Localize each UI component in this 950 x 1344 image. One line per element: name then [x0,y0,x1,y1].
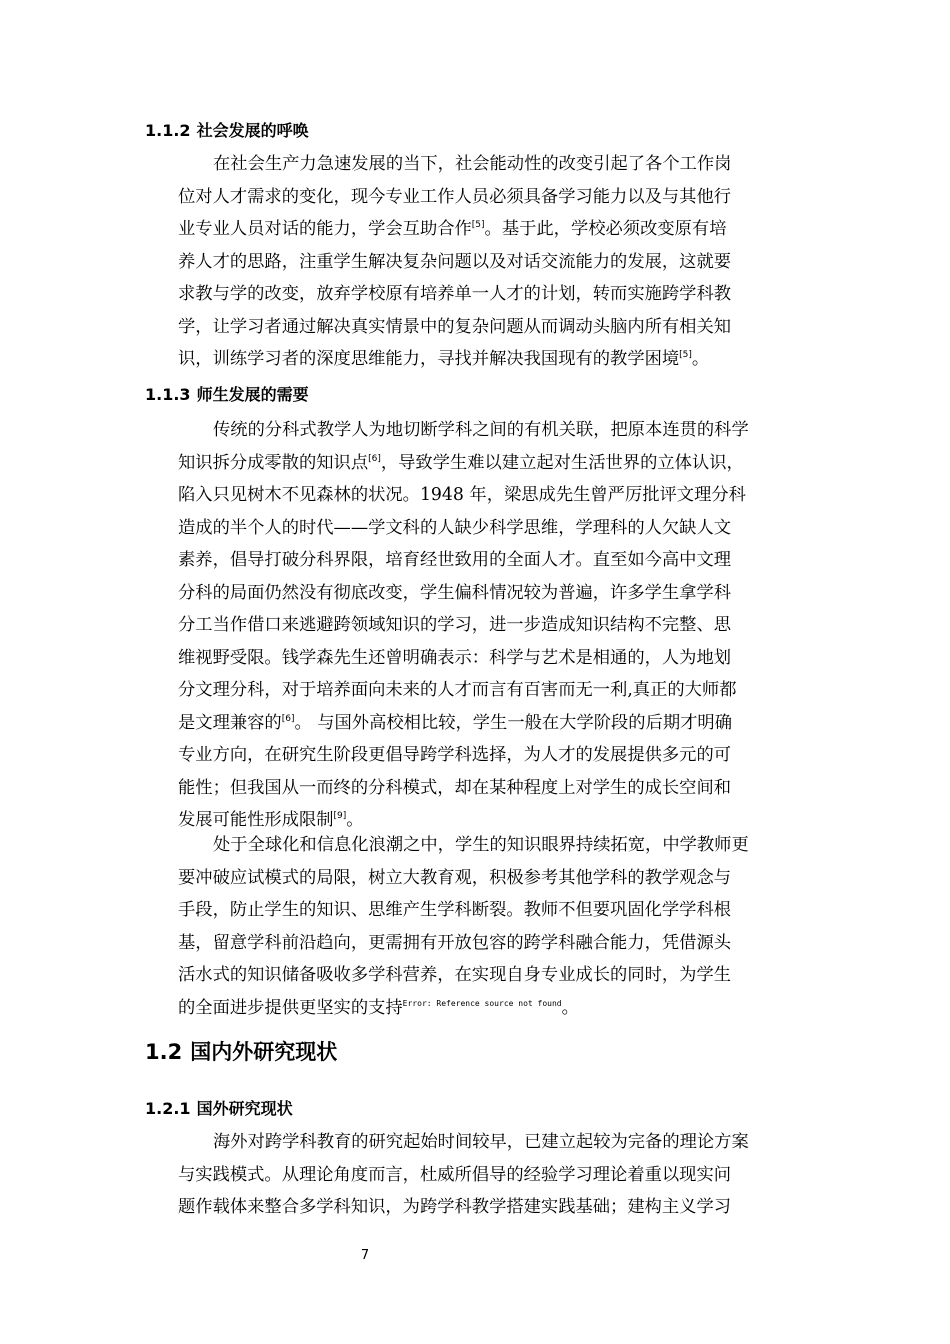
text-line: 能性；但我国从一而终的分科模式，却在某种程度上对学生的成长空间和 [178,777,732,798]
text-line: 与实践模式。从理论角度而言，杜威所倡导的经验学习理论着重以现实问 [178,1164,732,1185]
heading-1-1-2 [145,120,309,142]
text-line: 素养，倡导打破分科界限，培育经世致用的全面人才。直至如今高中文理 [178,550,732,570]
page-number: 7 [360,1248,370,1263]
text-line: 题作载体来整合多学科知识，为跨学科教学搭建实践基础；建构主义学习 [178,1197,732,1217]
heading-1-1-3 [145,384,309,406]
text-line: 养人才的思路，注重学生解决复杂问题以及对话交流能力的发展，这就要 [178,251,732,272]
heading-title: 社会发展的呼唤 [196,121,309,140]
heading-title: 国内外研究现状 [190,1040,338,1064]
text-line: 活水式的知识储备吸收多学科营养，在实现自身专业成长的同时，为学生 [178,965,732,985]
text-line: 基，留意学科前沿趋向，更需拥有开放包容的跨学科融合能力，凭借源头 [178,932,732,953]
heading-number: 1.2 [145,1040,183,1064]
paragraph-social-development [178,148,818,376]
text-line: 造成的半个人的时代——学文科的人缺少科学思维，学理科的人欠缺人文 [178,517,732,538]
text-line: 传统的分科式教学人为地切断学科之间的有机关联，把原本连贯的科学 [213,420,749,440]
heading-number: 1.1.3 [145,385,191,404]
heading-1-2 [145,1038,337,1066]
paragraph-foreign-research [178,1126,818,1224]
text-line: 求教与学的改变，放弃学校原有培养单一人才的计划，转而实施跨学科教 [178,284,732,304]
text-line: 处于全球化和信息化浪潮之中，学生的知识眼界持续拓宽，中学教师更 [213,835,749,855]
text-line: 专业方向，在研究生阶段更倡导跨学科选择，为人才的发展提供多元的可 [178,745,732,765]
text-line: 分文理分科，对于培养面向未来的人才而言有百害而无一利,真正的大师都 [178,680,737,700]
citation-ref: [5] [679,350,692,360]
citation-ref: [5] [471,220,485,230]
text-line: 知识拆分成零散的知识点[6]，导致学生难以建立起对生活世界的立体认识， [178,452,744,473]
text-line: 分工当作借口来逃避跨领域知识的学习，进一步造成知识结构不完整、思 [178,615,732,635]
text-line: 是文理兼容的[6]。 与国外高校相比较，学生一般在大学阶段的后期才明确 [178,712,732,733]
text-line: 学，让学习者通过解决真实情景中的复杂问题从而调动头脑内所有相关知 [178,316,732,337]
heading-title: 国外研究现状 [196,1099,293,1118]
text-line: 在社会生产力急速发展的当下，社会能动性的改变引起了各个工作岗 [213,154,732,174]
text-line: 手段，防止学生的知识、思维产生学科断裂。教师不但要巩固化学学科根 [178,900,732,920]
text-line: 业专业人员对话的能力，学会互助合作[5]。基于此，学校必须改变原有培 [178,219,727,239]
text-line: 位对人才需求的变化，现今专业工作人员必须具备学习能力以及与其他行 [178,186,732,207]
heading-1-2-1 [145,1098,293,1120]
text-line: 要冲破应试模式的局限，树立大教育观，积极参考其他学科的教学观念与 [178,867,732,888]
heading-number: 1.1.2 [145,121,191,140]
text-line: 发展可能性形成限制[9]。 [178,810,364,830]
paragraph-teacher-student-development [178,414,818,837]
reference-error-text: Error: Reference source not found [402,998,562,1008]
heading-number: 1.2.1 [145,1099,191,1118]
text-line: 维视野受限。钱学森先生还曾明确表示：科学与艺术是相通的，人为地划 [178,647,732,668]
text-line: 分科的局面仍然没有彻底改变，学生偏科情况较为普遍，许多学生拿学科 [178,582,732,603]
text-line: 识，训练学习者的深度思维能力，寻找并解决我国现有的教学困境[5]。 [178,349,710,369]
text-line: 的全面进步提供更坚实的支持$^{Error: Reference source not found}$。 [178,997,579,1018]
text-line: 陷入只见树木不见森林的状况。1948 年，梁思成先生曾严厉批评文理分科 [178,485,746,505]
heading-title: 师生发展的需要 [196,385,309,404]
text-line: 海外对跨学科教育的研究起始时间较早，已建立起较为完备的理论方案 [213,1132,749,1152]
citation-ref: [6] [281,713,295,724]
paragraph-globalization [178,829,818,1024]
citation-ref: [6] [368,453,381,464]
citation-ref: [9] [333,811,347,821]
